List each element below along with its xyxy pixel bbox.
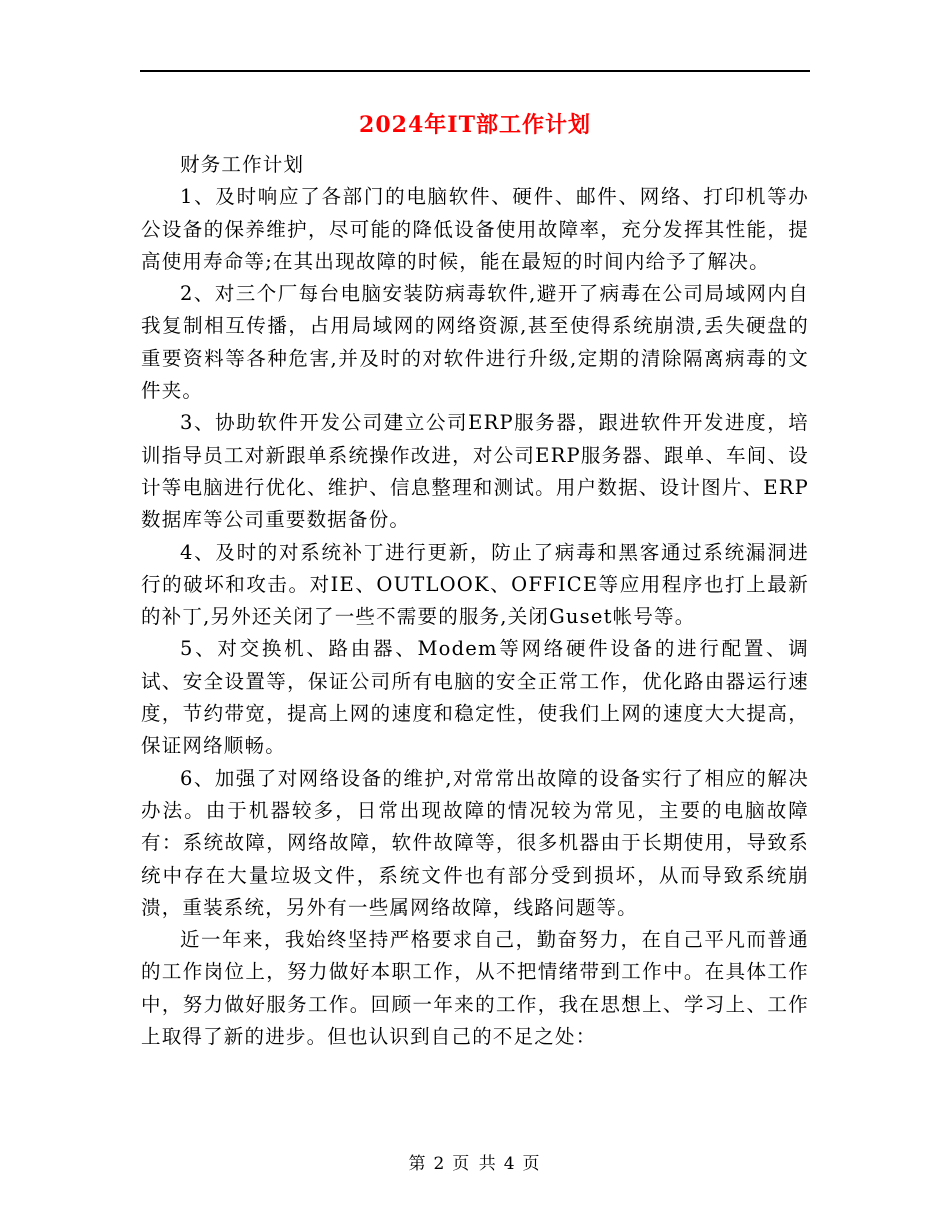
- section-heading: 财务工作计划: [180, 153, 305, 176]
- footer-current-page: 2: [433, 1154, 447, 1174]
- footer-total-pages: 4: [503, 1154, 517, 1174]
- footer-middle: 页 共: [452, 1154, 498, 1174]
- paragraph-summary: 近一年来，我始终坚持严格要求自己，勤奋努力，在自己平凡而普通的工作岗位上，努力做好本职工作，从不把情绪带到工作中。在具体工作中，努力做好服务工作。回顾一年来的工作，我在思想上、学习上、工作上取得了新的进步。但也认识到自己的不足之处：: [141, 928, 809, 1049]
- document-body: [141, 149, 809, 1053]
- document-title: 2024年IT部工作计划: [359, 112, 591, 138]
- footer-suffix: 页: [522, 1154, 542, 1174]
- footer-prefix: 第: [408, 1154, 428, 1174]
- paragraph-6: 6、加强了对网络设备的维护,对常常出故障的设备实行了相应的解决办法。由于机器较多，日常出现故障的情况较为常见，主要的电脑故障有：系统故障，网络故障，软件故障等，很多机器由于长期使用，导致系统中存在大量垃圾文件，系统文件也有部分受到损坏，从而导致系统崩溃，重装系统，另外有一些属网络故障，线路问题等。: [141, 766, 809, 919]
- paragraph-3: 3、协助软件开发公司建立公司ERP服务器，跟进软件开发进度，培训指导员工对新跟单系统操作改进，对公司ERP服务器、跟单、车间、设计等电脑进行优化、维护、信息整理和测试。用户数据、设计图片、ERP数据库等公司重要数据备份。: [141, 411, 809, 532]
- paragraph-4: 4、及时的对系统补丁进行更新，防止了病毒和黑客通过系统漏洞进行的破坏和攻击。对IE、OUTLOOK、OFFICE等应用程序也打上最新的补丁,另外还关闭了一些不需要的服务,关闭Guset帐号等。: [141, 540, 809, 629]
- paragraph-1: 1、及时响应了各部门的电脑软件、硬件、邮件、网络、打印机等办公设备的保养维护，尽可能的降低设备使用故障率，充分发挥其性能，提高使用寿命等;在其出现故障的时候，能在最短的时间内给予了解决。: [141, 185, 809, 273]
- paragraph-2: 2、对三个厂每台电脑安装防病毒软件,避开了病毒在公司局域网内自我复制相互传播，占用局域网的网络资源,甚至使得系统崩溃,丢失硬盘的重要资料等各种危害,并及时的对软件进行升级,定期的清除隔离病毒的文件夹。: [141, 282, 809, 403]
- header-rule: [140, 70, 810, 72]
- page-footer: [140, 1152, 810, 1176]
- paragraph-5: 5、对交换机、路由器、Modem等网络硬件设备的进行配置、调试、安全设置等，保证公司所有电脑的安全正常工作，优化路由器运行速度，节约带宽，提高上网的速度和稳定性，使我们上网的速度大大提高，保证网络顺畅。: [141, 637, 809, 758]
